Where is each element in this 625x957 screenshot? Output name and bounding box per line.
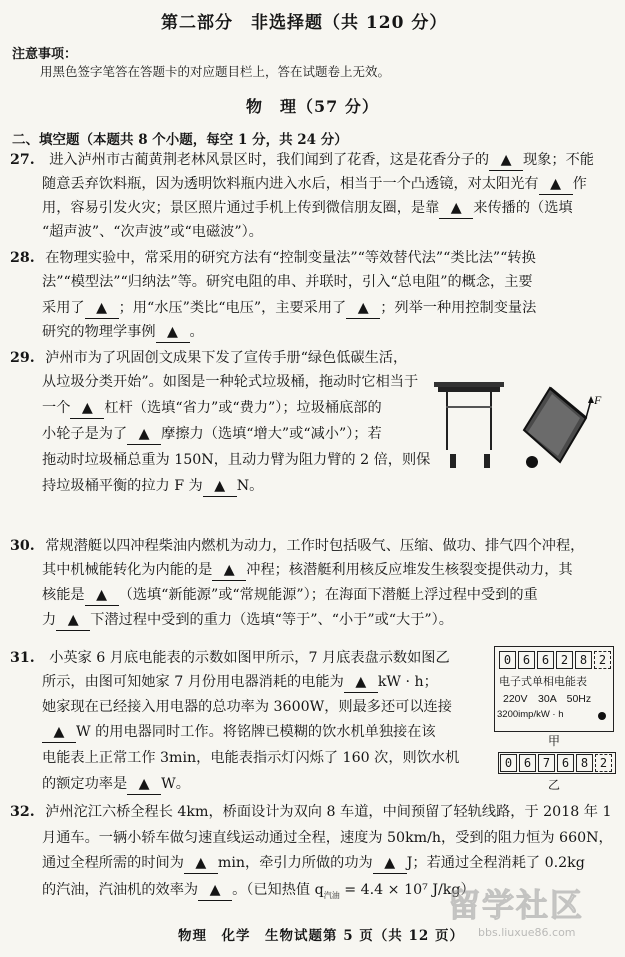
q27-text: 用，容易引发火灾；景区照片通过手机上传到微信朋友圈，是靠 [42, 200, 440, 216]
meter-label-jia: 甲 [548, 734, 561, 748]
q31-text: W。 [161, 776, 190, 792]
q31-line4 [42, 722, 436, 743]
q32-text: J；若通过全程消耗了 0.2kg [406, 855, 585, 871]
meter-spec1: 220V 30A 50Hz [503, 693, 592, 705]
section-title: 二、填空题（本题共 8 个小题，每空 1 分，共 24 分） [12, 132, 348, 148]
q31-line3: 她家现在已经接入用电器的总功率为 3600W，则最多还可以连接 [42, 699, 452, 715]
q32-subscript: 汽油 [323, 890, 340, 900]
q27-text: 作 [572, 176, 587, 192]
q31-blank-2: ▲ [42, 722, 76, 743]
q29-line2: 从垃圾分类开始”。如图是一种轮式垃圾桶，拖动时它相当于 [42, 374, 419, 390]
q27-line1 [10, 150, 594, 171]
force-label: F [594, 393, 602, 407]
q27-line4: “超声波”、“次声波”或“电磁波”）。 [42, 224, 263, 240]
q30-text: 下潜过程中受到的重力（选填“等于”、“小于”或“大于”）。 [90, 612, 453, 628]
q31-number: 31. [10, 650, 35, 666]
q27-blank-3: ▲ [439, 198, 473, 219]
q32-text: min，牵引力所做的功为 [217, 855, 373, 871]
meter-spec2: 3200imp/kW · h [497, 709, 564, 720]
q30-line3 [42, 585, 538, 606]
meter-title: 电子式单相电能表 [499, 675, 587, 688]
notice-body: 用黑色签字笔答在答题卡的对应题目栏上，答在试题卷上无效。 [40, 64, 391, 79]
meter-digit: 0 [499, 651, 516, 669]
q29-text: 杠杆（选填“省力”或“费力”）；垃圾桶底部的 [104, 400, 382, 416]
q27-line2 [42, 174, 587, 195]
q32-text: 通过全程所需的时间为 [42, 855, 184, 871]
q30-line4 [42, 610, 453, 631]
q32-text: 的汽油，汽油机的效率为 [42, 882, 199, 898]
meter-jia-digits [499, 651, 613, 669]
q30-text: 核能是 [42, 587, 85, 603]
q29-blank-1: ▲ [70, 398, 104, 419]
q28-line4 [42, 322, 204, 343]
q31-text: 的额定功率是 [42, 776, 128, 792]
meter-digit: 8 [576, 754, 593, 772]
q30-blank-3: ▲ [56, 610, 90, 631]
q29-text: 摩擦力（选填“增大”或“减小”）；若 [161, 426, 382, 442]
q31-blank-3: ▲ [127, 774, 161, 795]
q27-text: 来传播的（选填 [473, 200, 573, 216]
q28-text: 在物理实验中，常采用的研究方法有“控制变量法”“等效替代法”“类比法”“转换 [45, 250, 536, 266]
watermark-url: bbs.liuxue86.com [478, 926, 576, 939]
q32-blank-3: ▲ [198, 880, 232, 901]
q29-text: 泸州市为了巩固创文成果下发了宣传手册“绿色低碳生活， [45, 350, 408, 366]
q27-text: 现象；不能 [523, 152, 594, 168]
q28-blank-3: ▲ [156, 322, 190, 343]
meter-yi-digits [498, 752, 616, 774]
q29-text: 小轮子是为了 [42, 426, 128, 442]
indicator-light-icon [598, 712, 606, 720]
q29-blank-3: ▲ [203, 476, 237, 497]
meter-digit: 6 [518, 651, 535, 669]
q30-text: 常规潜艇以四冲程柴油内燃机为动力，工作时包括吸气、压缩、做功、排气四个冲程， [45, 538, 585, 554]
q31-line6 [42, 774, 190, 795]
q31-line2 [42, 672, 438, 693]
q31-line1 [10, 648, 450, 668]
q29-text: 持垃圾桶平衡的拉力 F 为 [42, 478, 203, 494]
q32-line1 [10, 802, 612, 822]
q29-line1 [10, 348, 407, 368]
q30-text: 力 [42, 612, 57, 628]
q29-text: N。 [236, 478, 264, 494]
q29-number: 29. [10, 350, 35, 366]
q29-line5: 拖动时垃圾桶总重为 150N，且动力臂为阻力臂的 2 倍，则保 [42, 452, 431, 468]
q28-text: ；用“水压”类比“电压”，主要采用了 [118, 300, 347, 316]
q32-blank-2: ▲ [373, 853, 407, 874]
q30-text: （选填“新能源”或“常规能源”）；在海面下潜艇上浮过程中受到的重 [118, 587, 538, 603]
q28-blank-1: ▲ [85, 298, 119, 319]
meter-digit: 2 [594, 651, 611, 669]
q32-number: 32. [10, 804, 35, 820]
subject-title: 物 理（57 分） [246, 97, 379, 116]
q29-blank-2: ▲ [127, 424, 161, 445]
meter-digit: 8 [575, 651, 592, 669]
q27-line3 [42, 198, 573, 219]
bin-front-view [434, 382, 504, 468]
q29-line4 [42, 424, 382, 445]
q27-text: 进入泸州市古蔺黄荆老林风景区时，我们闻到了花香，这是花香分子的 [49, 152, 490, 168]
q28-text: 研究的物理学事例 [42, 324, 156, 340]
q27-blank-1: ▲ [489, 150, 523, 171]
q27-number: 27. [10, 152, 35, 168]
watermark-brand: 留学社区 [448, 886, 585, 924]
q31-text: 所示，由图可知她家 7 月份用电器消耗的电能为 [42, 674, 344, 690]
q32-line2: 月通车。一辆小轿车做匀速直线运动通过全程，速度为 50km/h，受到的阻力恒为 660N， [42, 830, 613, 846]
meter-digit: 2 [595, 754, 612, 772]
part-title: 第二部分 非选择题（共 120 分） [161, 13, 448, 33]
q29-line3 [42, 398, 382, 419]
q32-text: 泸州沱江六桥全程长 4km，桥面设计为双向 8 车道，中间预留了轻轨线路，于 2018 年 1 [45, 804, 612, 820]
q30-blank-1: ▲ [212, 560, 246, 581]
q31-text: W 的用电器同时工作。将铭牌已模糊的饮水机单独接在该 [76, 724, 436, 740]
q29-line6 [42, 476, 263, 497]
meter-digit: 0 [500, 754, 517, 772]
q31-text: kW · h； [377, 674, 438, 690]
q28-line3 [42, 298, 536, 319]
bin-tilted-view [524, 388, 602, 468]
q28-text: 采用了 [42, 300, 85, 316]
q31-line5: 电能表上正常工作 3min，电能表指示灯闪烁了 160 次，则饮水机 [42, 750, 460, 766]
q27-blank-2: ▲ [539, 174, 573, 195]
q31-blank-1: ▲ [344, 672, 378, 693]
q30-number: 30. [10, 538, 35, 554]
meter-digit: 7 [538, 754, 555, 772]
energy-meter-figure [494, 646, 616, 796]
q30-blank-2: ▲ [85, 585, 119, 606]
q32-blank-1: ▲ [184, 853, 218, 874]
q28-line2: 法”“模型法”“归纳法”等。研究电阻的串、并联时，引入“总电阻”的概念，主要 [42, 274, 533, 290]
q28-text: 。 [189, 324, 204, 340]
q32-line3 [42, 853, 585, 874]
q32-line4 [42, 880, 475, 906]
q32-text: = 4.4 × 10⁷ J/kg） [339, 882, 475, 898]
q28-number: 28. [10, 250, 35, 266]
meter-jia-panel [494, 646, 614, 732]
meter-digit: 2 [556, 651, 573, 669]
q28-text: ；列举一种用控制变量法 [380, 300, 537, 316]
meter-digit: 6 [537, 651, 554, 669]
q30-text: 其中机械能转化为内能的是 [42, 562, 213, 578]
q30-text: 冲程；核潜艇利用核反应堆发生核裂变提供动力，其 [246, 562, 573, 578]
q30-line2 [42, 560, 573, 581]
trash-bin-figure [428, 370, 613, 480]
q28-blank-2: ▲ [346, 298, 380, 319]
meter-digit: 6 [557, 754, 574, 772]
q27-text: 随意丢弃饮料瓶，因为透明饮料瓶内进入水后，相当于一个凸透镜，对太阳光有 [42, 176, 539, 192]
meter-digit: 6 [519, 754, 536, 772]
watermark-logo [448, 880, 618, 950]
page-footer: 物理 化学 生物试题第 5 页（共 12 页） [178, 928, 464, 944]
meter-label-yi: 乙 [548, 778, 561, 792]
q31-text: 小英家 6 月底电能表的示数如图甲所示，7 月底表盘示数如图乙 [49, 650, 450, 666]
wheel-icon [526, 456, 538, 468]
q29-text: 一个 [42, 400, 71, 416]
q30-line1 [10, 536, 584, 556]
q28-line1 [10, 248, 536, 268]
q32-text: 。（已知热值 q [232, 882, 324, 898]
notice-title: 注意事项： [12, 47, 78, 62]
